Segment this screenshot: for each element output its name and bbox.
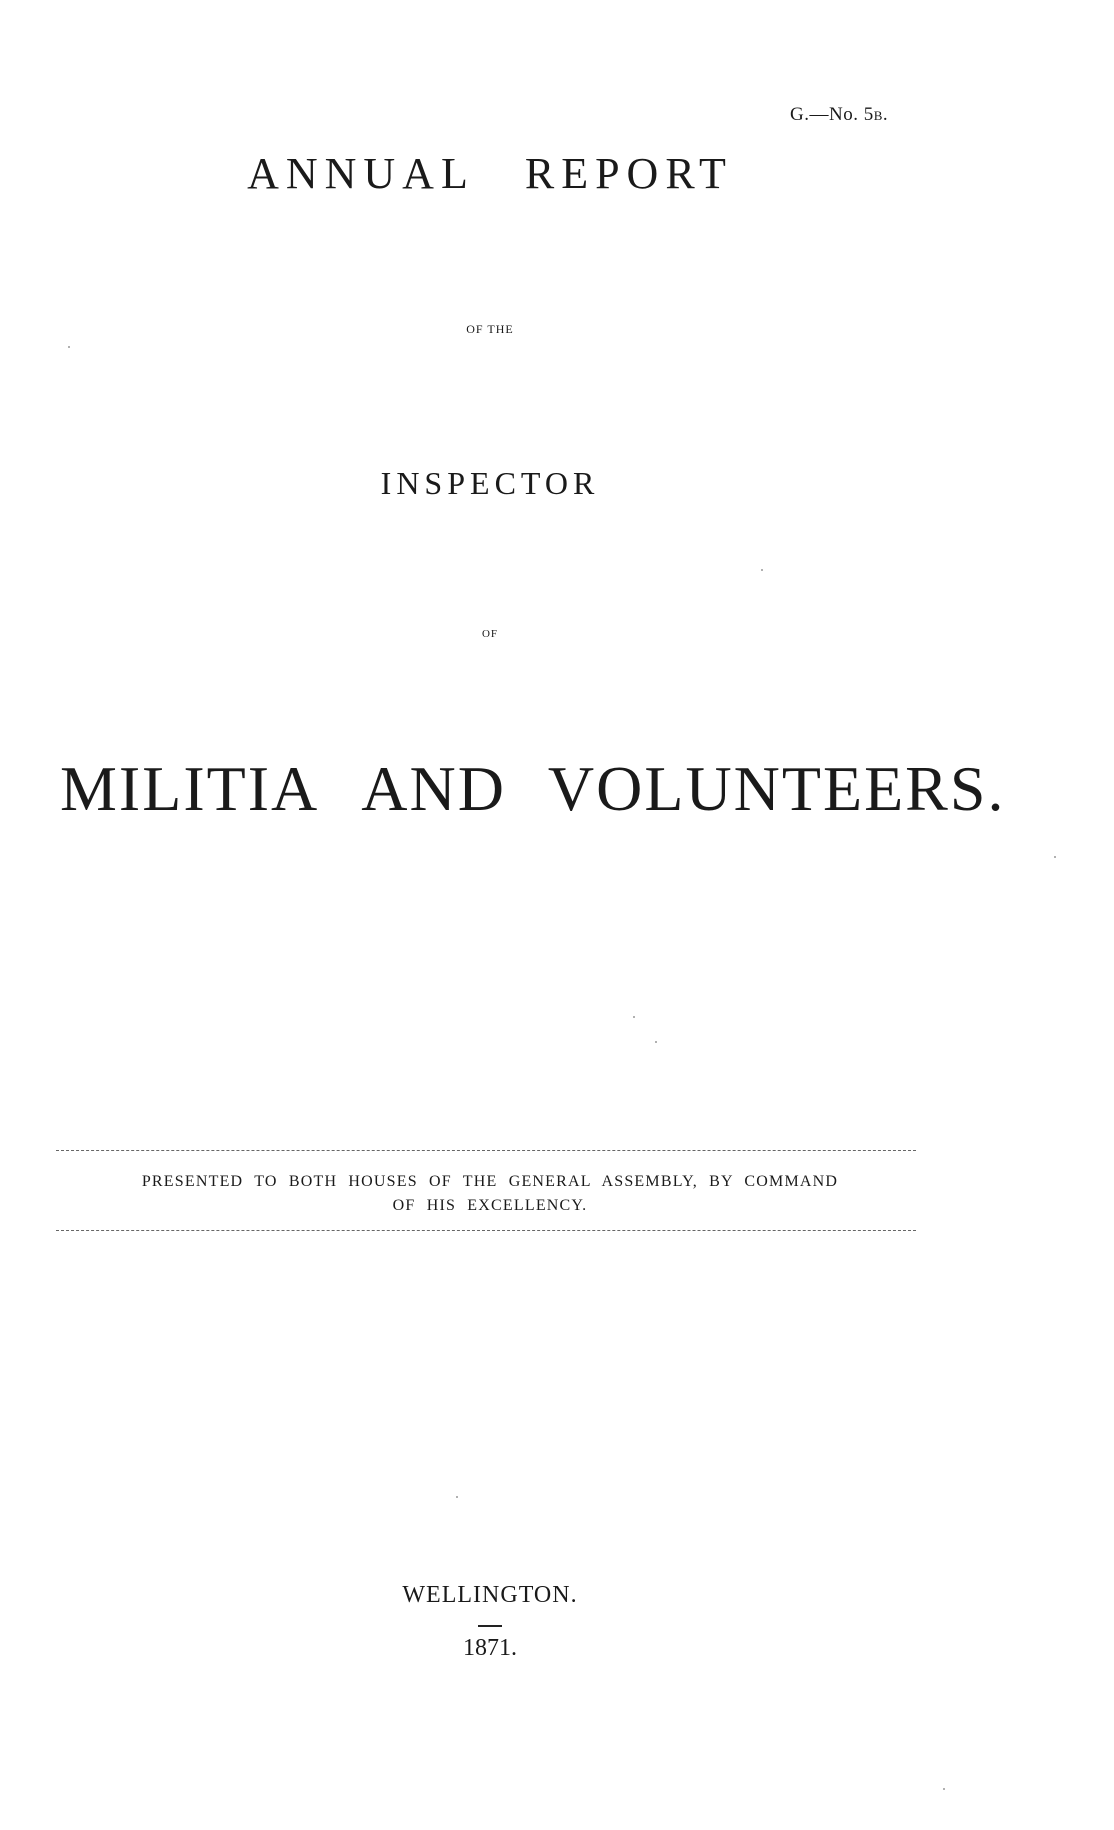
document-reference-number: G.—No. 5 bbox=[790, 104, 874, 125]
title-annual-report bbox=[0, 148, 980, 199]
publication-place: WELLINGTON. bbox=[402, 1582, 578, 1608]
scan-speck bbox=[633, 1016, 635, 1018]
presented-line-1: PRESENTED TO BOTH HOUSES OF THE GENERAL ASSEMBLY, BY COMMAND bbox=[141, 1173, 839, 1190]
inspector-heading: INSPECTOR bbox=[380, 465, 600, 501]
title-word-report: REPORT bbox=[524, 149, 733, 198]
document-reference-suffix: B bbox=[873, 108, 883, 123]
presented-line-2: OF HIS EXCELLENCY. bbox=[392, 1197, 588, 1214]
scan-speck bbox=[655, 1041, 657, 1043]
document-reference bbox=[790, 104, 888, 126]
of-the-text: OF THE bbox=[466, 322, 514, 336]
publication-year: 1871. bbox=[463, 1635, 517, 1661]
place-year-divider bbox=[478, 1625, 502, 1627]
divider-top bbox=[56, 1150, 916, 1151]
scan-speck bbox=[1054, 856, 1056, 858]
divider-bottom bbox=[56, 1230, 916, 1231]
scan-speck bbox=[68, 346, 70, 348]
scan-speck bbox=[943, 1788, 945, 1790]
main-title-volunteers: VOLUNTEERS. bbox=[547, 753, 1006, 824]
presented-statement bbox=[0, 1170, 980, 1218]
main-title-militia: MILITIA bbox=[60, 753, 320, 824]
main-title bbox=[60, 752, 1006, 826]
scan-speck bbox=[761, 569, 763, 571]
main-title-and: AND bbox=[361, 753, 506, 824]
document-reference-end: . bbox=[882, 104, 889, 125]
title-word-annual: ANNUAL bbox=[247, 149, 475, 198]
of-text: OF bbox=[481, 628, 499, 640]
scan-speck bbox=[456, 1496, 458, 1498]
